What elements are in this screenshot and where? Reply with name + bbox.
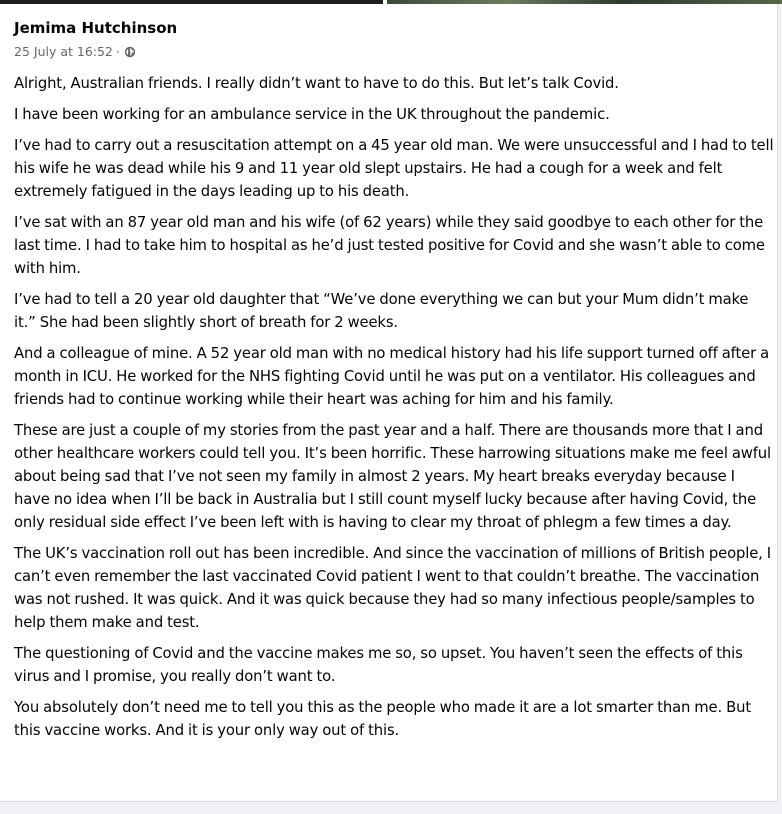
post-paragraph: These are just a couple of my stories from the past year and a half. There are thousands more that I and other healthcare workers could tell you. It’s been horrific. These harrowing situations make me feel awful about being sad that I’ve not seen my family in almost 2 years. My heart breaks everyday because I have no idea when I’ll be back in Australia but I still count myself lucky because after having Covid, the only residual side effect I’ve been left with is having to clear my throat of phlegm a few times a day. xyxy=(14,422,771,531)
post-paragraph: Alright, Australian friends. I really didn’t want to have to do this. But let’s talk Covid. xyxy=(14,75,619,92)
post-paragraph: And a colleague of mine. A 52 year old man with no medical history had his life support turned off after a month in ICU. He worked for the NHS fighting Covid until he was put on a ventilator. His colleagues and friends had to continue working while their heart was aching for him and his family. xyxy=(14,345,769,408)
meta-separator: · xyxy=(115,44,120,59)
post-body xyxy=(14,72,774,750)
post-author-name[interactable]: Jemima Hutchinson xyxy=(14,19,178,37)
post-card xyxy=(0,4,778,802)
globe-icon[interactable] xyxy=(124,46,136,58)
post-paragraph: The UK’s vaccination roll out has been incredible. And since the vaccination of millions of British people, I can’t even remember the last vaccinated Covid patient I went to that couldn’t breathe. The vaccination was not rushed. It was quick. And it was quick because they had so many infectious people/samples to help them make and test. xyxy=(14,545,771,631)
post-timestamp[interactable]: 25 July at 16:52 xyxy=(14,44,113,59)
post-meta xyxy=(14,44,136,59)
post-paragraph: I’ve had to tell a 20 year old daughter that “We’ve done everything we can but your Mum didn’t make it.” She had been slightly short of breath for 2 weeks. xyxy=(14,291,749,331)
post-paragraph: The questioning of Covid and the vaccine makes me so, so upset. You haven’t seen the effects of this virus and I promise, you really don’t want to. xyxy=(14,645,743,685)
post-paragraph: You absolutely don’t need me to tell you this as the people who made it are a lot smarter than me. But this vaccine works. And it is your only way out of this. xyxy=(14,699,751,739)
post-paragraph: I’ve sat with an 87 year old man and his wife (of 62 years) while they said goodbye to each other for the last time. I had to take him to hospital as he’d just tested positive for Covid and she wasn’t able to come with him. xyxy=(14,214,765,277)
post-paragraph: I have been working for an ambulance service in the UK throughout the pandemic. xyxy=(14,106,610,123)
post-paragraph: I’ve had to carry out a resuscitation attempt on a 45 year old man. We were unsuccessful and I had to tell his wife he was dead while his 9 and 11 year old slept upstairs. He had a cough for a week and felt extremely fatigued in the days leading up to his death. xyxy=(14,137,774,200)
